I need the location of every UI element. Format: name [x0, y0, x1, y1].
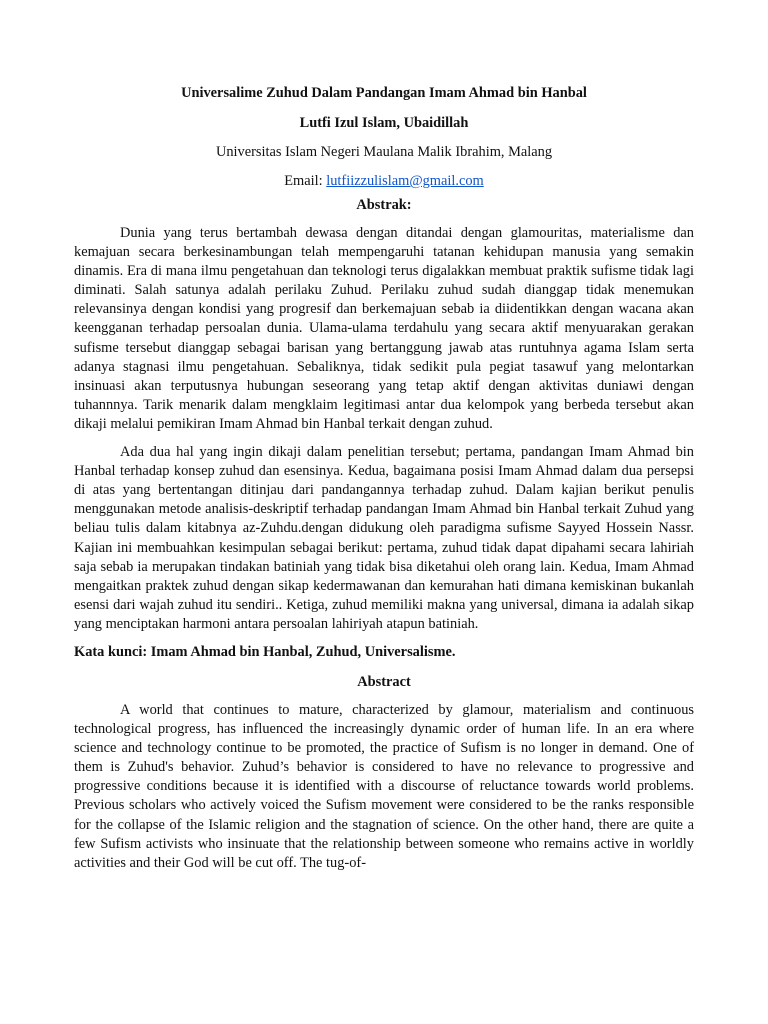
abstract-heading: Abstract [357, 673, 411, 690]
abstract-paragraph-1: A world that continues to mature, characterized by glamour, materialism and continuous technological progress, has influenced the increasingly dynamic order of human life. In an era where science and technology continue to be promoted, the practice of Sufism is no longer in demand. One of them is Zuhud's behavior. Zuhud’s behavior is considered to have no relevance to progressive and progressive conditions because it is identified with a discourse of reluctance towards world problems. Previous scholars who actively voiced the Sufism movement were considered to be the ranks responsible for the collapse of the Islamic religion and the stagnation of science. On the other hand, there are quite a few Sufism activists who insinuate that the relationship between someone who remains active in worldly activities and their God will be cut off. The tug-of- [74, 701, 694, 871]
keywords: Kata kunci: Imam Ahmad bin Hanbal, Zuhud, Universalisme. [74, 643, 456, 660]
abstrak-paragraph-2: Ada dua hal yang ingin dikaji dalam penelitian tersebut; pertama, pandangan Imam Ahmad bin Hanbal terhadap konsep zuhud dan esensinya. Kedua, bagaimana posisi Imam Ahmad dalam dua persepsi di atas yang bertentangan ditinjau dari pandangannya terhadap zuhud. Dalam kajian berikut penulis menggunakan metode analisis-deskriptif terhadap pandangan Imam Ahmad bin Hanbal terkait Zuhud yang beliau tulis dalam kitabnya az-Zuhdu.dengan didukung oleh paradigma sufisme Sayyed Hossein Nassr. Kajian ini membuahkan kesimpulan sebagai berikut: pertama, zuhud tidak dapat dipahami secara lahiriah saja sebab ia merupakan tindakan batiniah yang tidak bisa diketahui oleh orang lain. Kedua, Imam Ahmad mengaitkan praktek zuhud dengan sikap kedermawanan dan kemurahan hati dimana kemiskinan bukanlah esensi dari wajah zuhud itu sendiri.. Ketiga, zuhud memiliki makna yang universal, dimana ia adalah sikap yang menciptakan harmoni antara persoalan lahiriyah atapun batiniah. [74, 444, 694, 632]
email-line [74, 172, 694, 190]
email-link[interactable]: lutfiizzulislam@gmail.com [326, 173, 484, 189]
paper-authors: Lutfi Izul Islam, Ubaidillah [299, 115, 469, 131]
abstrak-heading: Abstrak: [356, 197, 412, 213]
paper-title: Universalime Zuhud Dalam Pandangan Imam Ahmad bin Hanbal [181, 85, 587, 101]
paper-affiliation: Universitas Islam Negeri Maulana Malik Ibrahim, Malang [215, 144, 553, 160]
abstrak-paragraph-1: Dunia yang terus bertambah dewasa dengan ditandai dengan glamouritas, materialisme dan kemajuan secara berkesinambungan telah mempengaruhi tatanan kehidupan manusia yang semakin dinamis. Era di mana ilmu pengetahuan dan teknologi terus digalakkan membuat praktik sufisme tidak lagi diminati. Salah satunya adalah perilaku Zuhud. Perilaku zuhud sudah dianggap tidak menemukan relevansinya dengan kondisi yang progresif dan berkemajuan sebab ia diidentikkan dengan wacana akan keengganan terhadap persoalan dunia. Ulama-ulama terdahulu yang secara aktif menyuarakan gerakan sufisme tersebut dianggap sebagai barisan yang bertanggung jawab atas runtuhnya agama Islam serta adanya stagnasi ilmu pengetahuan. Sebaliknya, tidak sedikit pula pegiat tasawuf yang melontarkan insinuasi akan terputusnya hubungan seseorang yang tetap aktif dengan aktivitas duniawi dengan tuhannnya. Tarik menarik dalam mengklaim legitimasi antar dua kelompok yang berbeda tersebut akan dikaji melalui pemikiran Imam Ahmad bin Hanbal terkait dengan zuhud. [74, 225, 694, 432]
email-label: Email: [284, 173, 323, 189]
paper-page [74, 84, 694, 882]
